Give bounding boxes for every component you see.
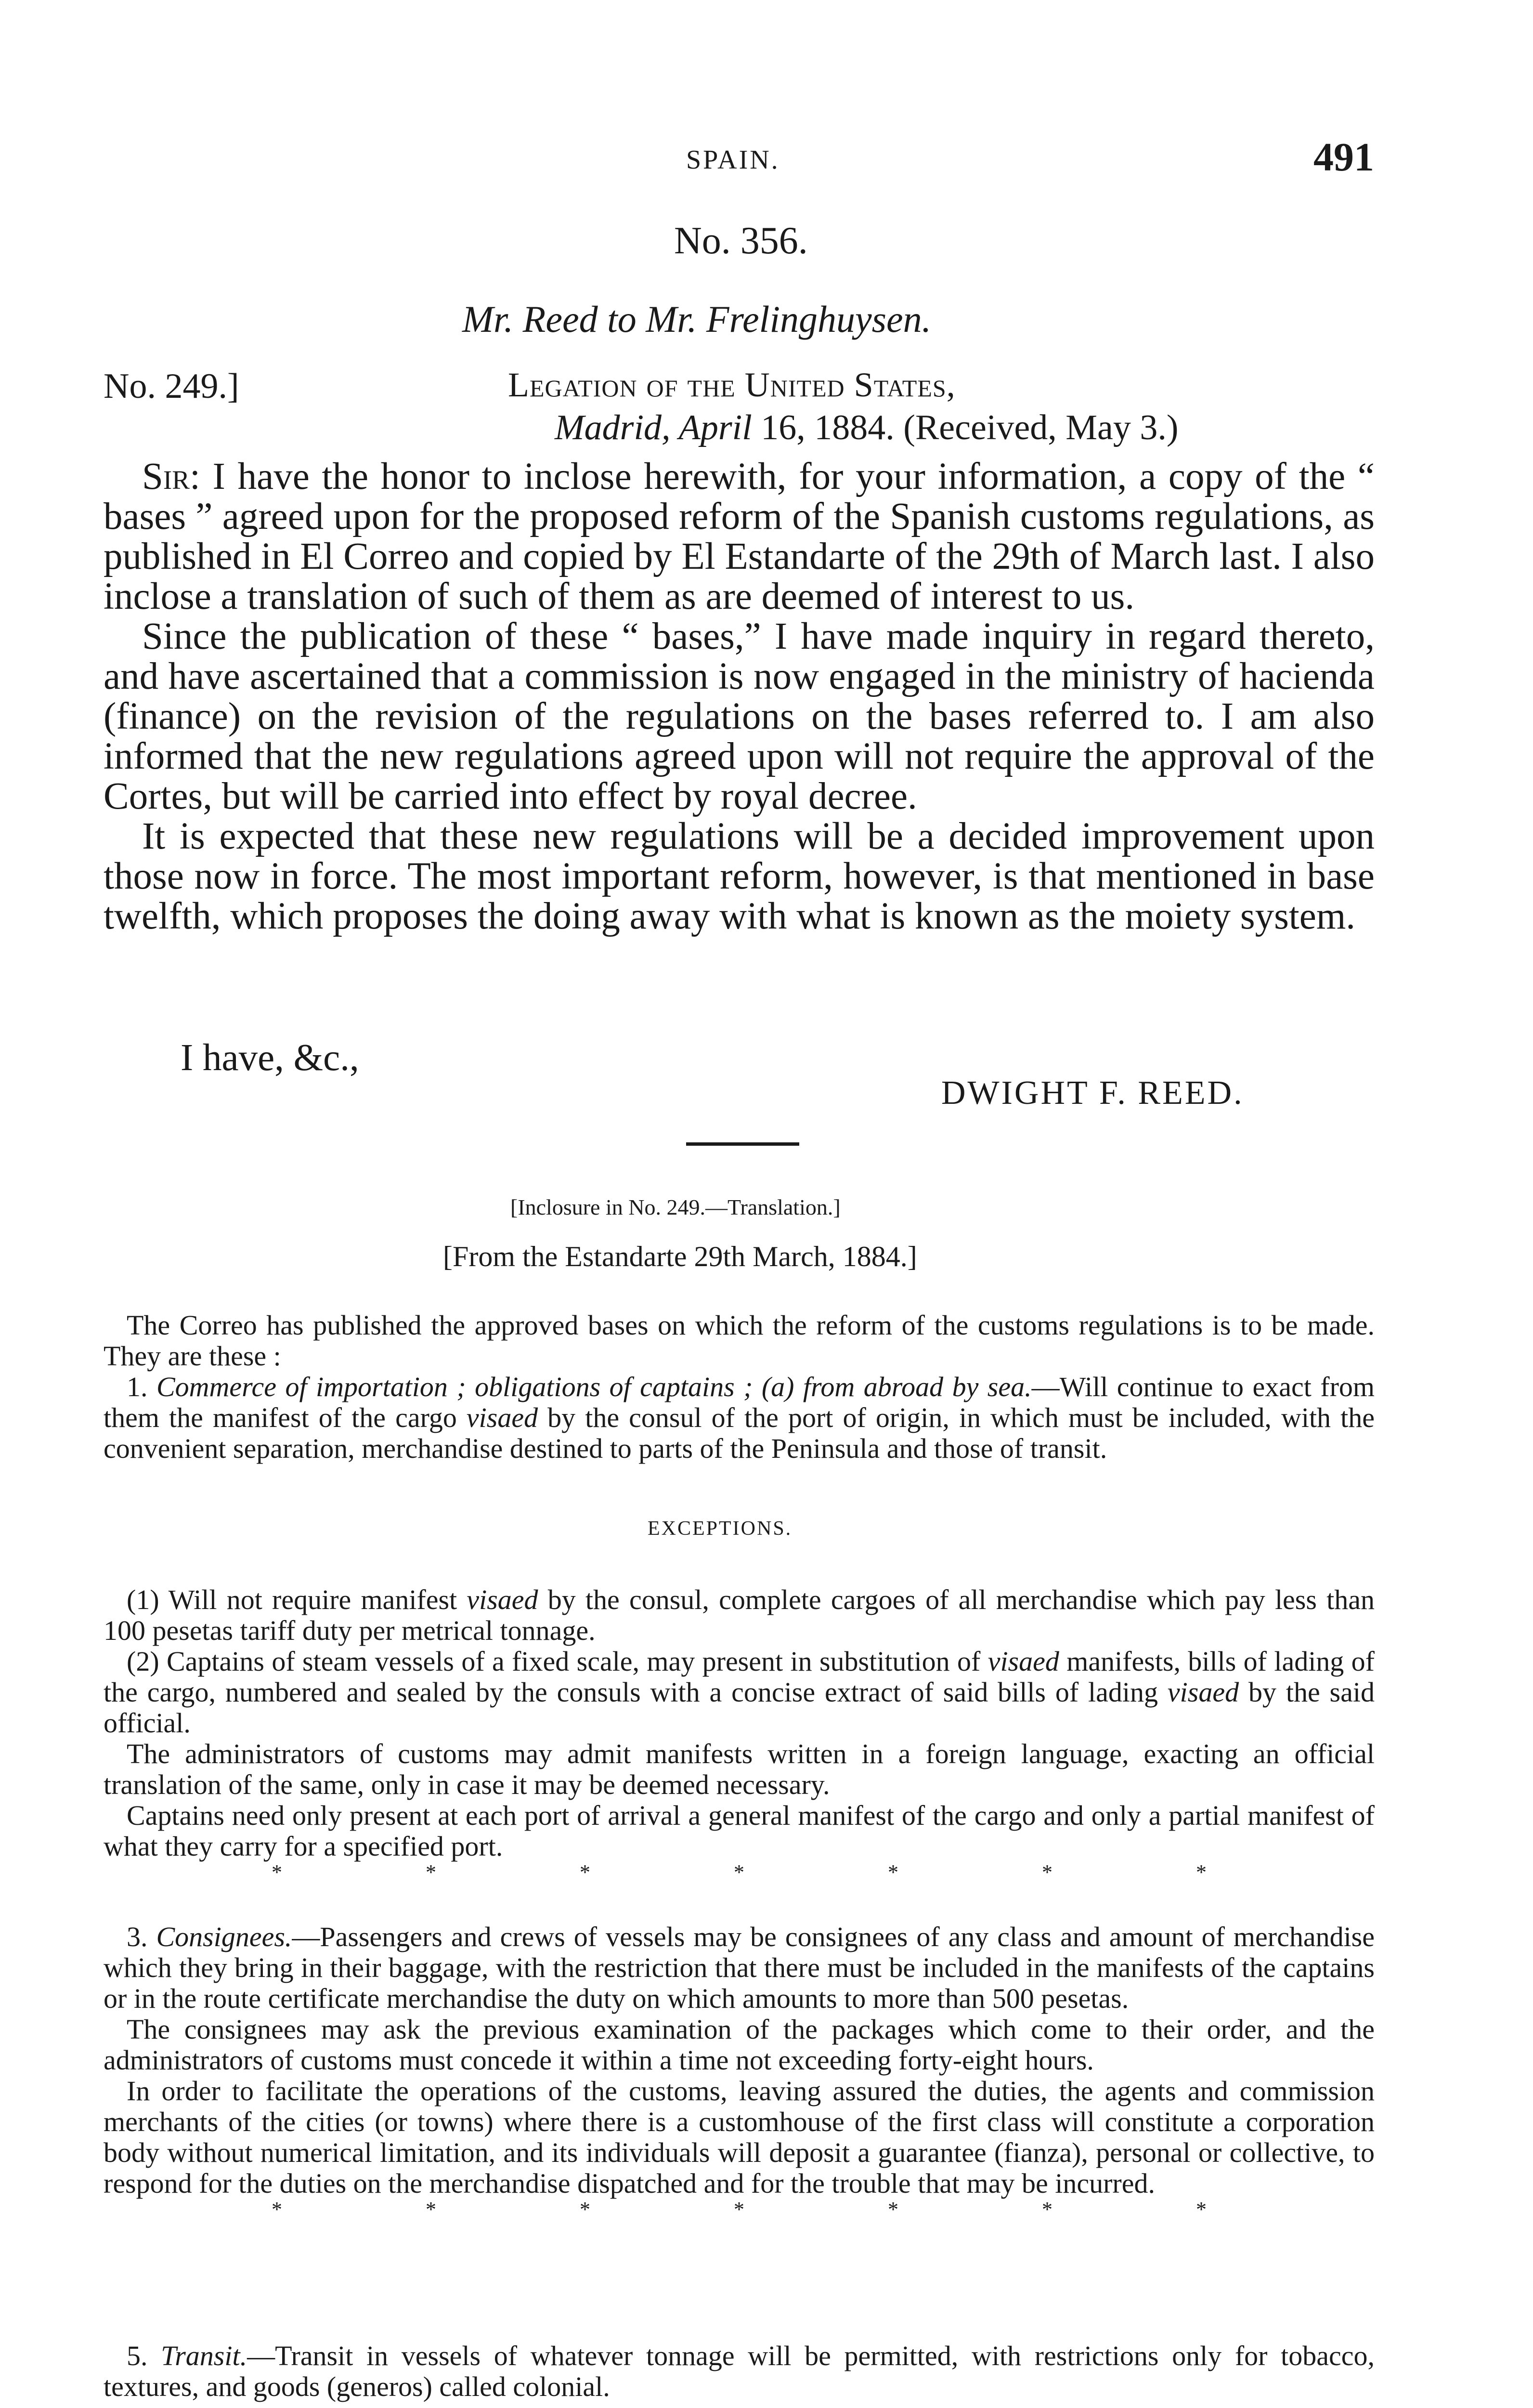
exception-2	[104, 1646, 1375, 1739]
visaed-term: visaed	[1167, 1676, 1239, 1708]
star: *	[734, 2198, 744, 2221]
intro-paragraph: The Correo has published the approved bases on which the reform of the customs regulations is to be made. They are these :	[104, 1309, 1375, 1372]
letter-paragraph	[104, 457, 1375, 616]
divider-rule	[686, 1142, 799, 1146]
dateline-place: Madrid, April	[555, 408, 752, 447]
ellipsis-stars	[104, 1862, 1375, 1883]
exception-3: The administrators of customs may admit manifests written in a foreign language, exacting an official translation of the same, only in case it may be deemed necessary.	[104, 1738, 1375, 1800]
star: *	[272, 1860, 282, 1884]
exceptions-block	[104, 1584, 1375, 1883]
reference-number: No. 249.]	[104, 366, 239, 406]
salutation: Sir	[142, 456, 190, 497]
signature: DWIGHT F. REED.	[941, 1074, 1244, 1112]
exceptions-heading: EXCEPTIONS.	[648, 1518, 792, 1540]
document-number: No. 356.	[674, 220, 808, 262]
exception-4: Captains need only present at each port of arrival a general manifest of the cargo and only a partial manifest of what they carry for a specified port.	[104, 1800, 1375, 1862]
item-3-paragraph-3: In order to facilitate the operations of the customs, leaving assured the duties, the agents and commission merchants of the cities (or towns) where there is a customhouse of the first class will constitute a corporation body without numerical limitation, and its individuals will deposit a guarantee (fianza), personal or collective, to respond for the duties on the merchandise dispatched and for the trouble that may be incurred.	[104, 2075, 1375, 2199]
item-3-number: 3.	[127, 1921, 156, 1952]
star: *	[1196, 1860, 1207, 1884]
star: *	[272, 2198, 282, 2221]
letter-closing: I have, &c.,	[181, 1037, 359, 1079]
star: *	[1042, 1860, 1052, 1884]
exception-2-text-cont: manifests, bills of lading of the cargo, numbered and sealed by the consuls with a concise extract of said bills of lading	[104, 1646, 1375, 1708]
item-3-text: —Passengers and crews of vessels may be consignees of any class and amount of merchandise which they bring in their baggage, with the restriction that there must be included in the manifests of the captains or in the route certificate merchandise the duty on which amounts to more than 500 pesetas.	[104, 1921, 1375, 2014]
letter-paragraph: Since the publication of these “ bases,” I have made inquiry in regard thereto, and have ascertained that a commission is now engaged in the ministry of hacienda (finance) on the revision of the regulations on the bases referred to. I am also informed that the new regulations agreed upon will not require the approval of the Cortes, but will be carried into effect by royal decree.	[104, 615, 1375, 817]
dateline	[555, 407, 1179, 448]
visaed-term: visaed	[467, 1584, 538, 1615]
visaed-term: visaed	[987, 1646, 1059, 1677]
star: *	[580, 2198, 590, 2221]
inclosure-label: [Inclosure in No. 249.—Translation.]	[510, 1195, 841, 1219]
inclosure-intro-block	[104, 1310, 1375, 1464]
visaed-term: visaed	[466, 1402, 538, 1433]
star: *	[426, 1860, 436, 1884]
item-3-paragraph-2: The consignees may ask the previous examination of the packages which come to their order, and the administrators of customs must concede it within a time not exceeding forty-eight hours.	[104, 2014, 1375, 2076]
legation-heading: Legation of the United States,	[508, 366, 956, 404]
star: *	[888, 2198, 898, 2221]
exception-1	[104, 1584, 1375, 1646]
consignees-block	[104, 1922, 1375, 2220]
exception-2-text: (2) Captains of steam vessels of a fixed scale, may present in substitution of	[127, 1646, 988, 1677]
star: *	[734, 1860, 744, 1884]
star: *	[1196, 2198, 1207, 2221]
transit-block	[104, 2341, 1375, 2402]
star: *	[1042, 2198, 1052, 2221]
item-5-paragraph	[104, 2341, 1375, 2402]
star: *	[580, 1860, 590, 1884]
dateline-rest: 16, 1884. (Received, May 3.)	[752, 408, 1179, 447]
item-5-number: 5.	[127, 2340, 161, 2371]
letter-body	[104, 457, 1375, 936]
exception-1-text-cont: by the consul, complete cargoes of all merchandise which pay less than 100 pesetas tariff duty per metrical tonnage.	[104, 1584, 1375, 1646]
document-title: Mr. Reed to Mr. Frelinghuysen.	[462, 298, 932, 340]
item-3-paragraph	[104, 1922, 1375, 2014]
running-head: SPAIN.	[686, 145, 780, 175]
item-5-heading: Transit.	[161, 2340, 247, 2371]
source-note: [From the Estandarte 29th March, 1884.]	[443, 1241, 917, 1272]
ellipsis-stars	[104, 2199, 1375, 2220]
item-3-heading: Consignees.	[156, 1921, 292, 1952]
item-1-heading: Commerce of importation ; obligations of captains ; (a) from abroad by sea.	[156, 1371, 1032, 1402]
star: *	[426, 2198, 436, 2221]
item-1-paragraph	[104, 1372, 1375, 1464]
item-1-text: —Will continue to exact from them the manifest of the cargo	[104, 1371, 1375, 1433]
item-1-text-cont: by the consul of the port of origin, in which must be included, with the convenient separation, merchandise destined to parts of the Peninsula and those of transit.	[104, 1402, 1375, 1464]
item-5-text: —Transit in vessels of whatever tonnage will be permitted, with restrictions only for tobacco, textures, and goods (generos) called colonial.	[104, 2340, 1375, 2402]
exception-1-text: (1) Will not require manifest	[127, 1584, 467, 1615]
exception-2-text-end: by the said official.	[104, 1676, 1375, 1739]
item-1-number: 1.	[127, 1371, 156, 1402]
star: *	[888, 1860, 898, 1884]
paragraph-text: : I have the honor to inclose herewith, for your information, a copy of the “ bases ” agreed upon for the proposed reform of the Spanish customs regulations, as published in El Correo and copied by El Estandarte of the 29th of March last. I also inclose a translation of such of them as are deemed of interest to us.	[104, 456, 1375, 617]
page-number: 491	[1313, 135, 1374, 180]
letter-paragraph: It is expected that these new regulations will be a decided improvement upon those now in force. The most important reform, however, is that mentioned in base twelfth, which proposes the doing away with what is known as the moiety system.	[104, 815, 1375, 937]
